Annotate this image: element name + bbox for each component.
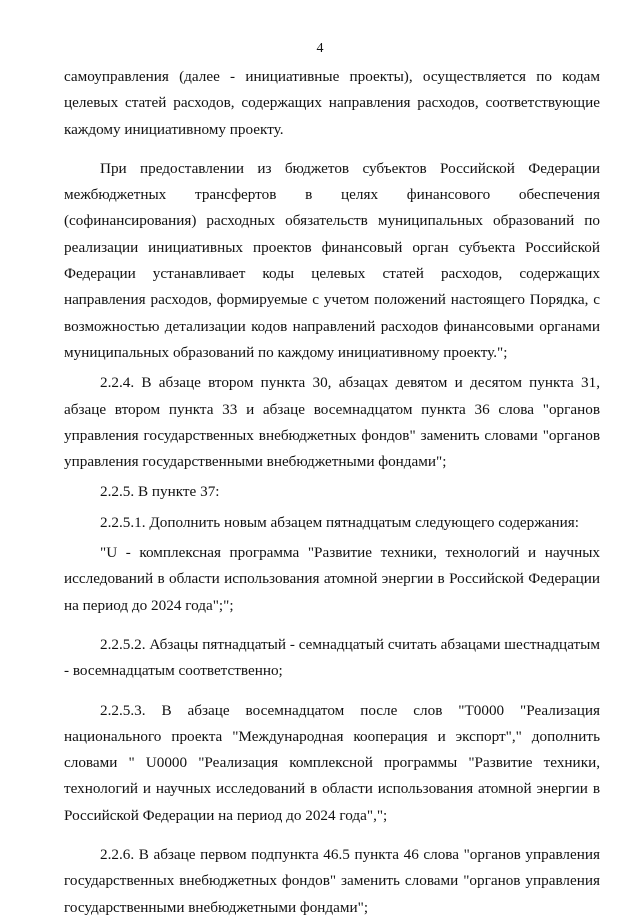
page-number: 4 — [316, 41, 324, 56]
paragraph-continuation: самоуправления (далее - инициативные проекты), осуществляется по кодам целевых статей расходов, содержащих направления расходов, соответствующие каждому инициативному проекту. — [64, 68, 600, 138]
paragraph-2-2-5-1: 2.2.5.1. Дополнить новым абзацем пятнадцатым следующего содержания: — [100, 513, 579, 531]
paragraph-2-2-5-2: 2.2.5.2. Абзацы пятнадцатый - семнадцатый считать абзацами шестнадцатым - восемнадцатым соответственно; — [64, 635, 600, 680]
document-body — [64, 64, 600, 921]
paragraph-2-2-4: 2.2.4. В абзаце втором пункта 30, абзацах девятом и десятом пункта 31, абзаце втором пункта 33 и абзаце восемнадцатом пункта 36 слова "органов управления государственных внебюджетных фондов" заменить словами "органов управления государственными внебюджетными фондами"; — [64, 374, 600, 471]
paragraph-2-2-5: 2.2.5. В пункте 37: — [100, 483, 220, 501]
paragraph-quote-u: "U - комплексная программа "Развитие техники, технологий и научных исследований в области использования атомной энергии в Российской Федерации на период до 2024 года";"; — [64, 544, 600, 614]
paragraph-2-2-6: 2.2.6. В абзаце первом подпункта 46.5 пункта 46 слова "органов управления государственных внебюджетных фондов" заменить словами "органов управления государственными внебюджетными фондами"; — [64, 846, 600, 916]
paragraph-2-2-5-3: 2.2.5.3. В абзаце восемнадцатом после слов "Т0000 "Реализация национального проекта "Международная кооперация и экспорт"," дополнить словами " U0000 "Реализация комплексной программы "Развитие техники, технологий и научных исследований в области использования атомной энергии в Российской Федерации на период до 2024 года","; — [64, 701, 600, 824]
paragraph-target-codes: При предоставлении из бюджетов субъектов Российской Федерации межбюджетных трансфертов в целях финансового обеспечения (софинансирования) расходных обязательств муниципальных образований по реализации инициативных проектов финансовый орган субъекта Российской Федерации устанавливает коды целевых статей расходов, содержащих направления расходов, формируемые с учетом положений настоящего Порядка, с возможностью детализации кодов направлений расходов финансовыми органами муниципальных образований по каждому инициативному проекту."; — [64, 159, 600, 361]
